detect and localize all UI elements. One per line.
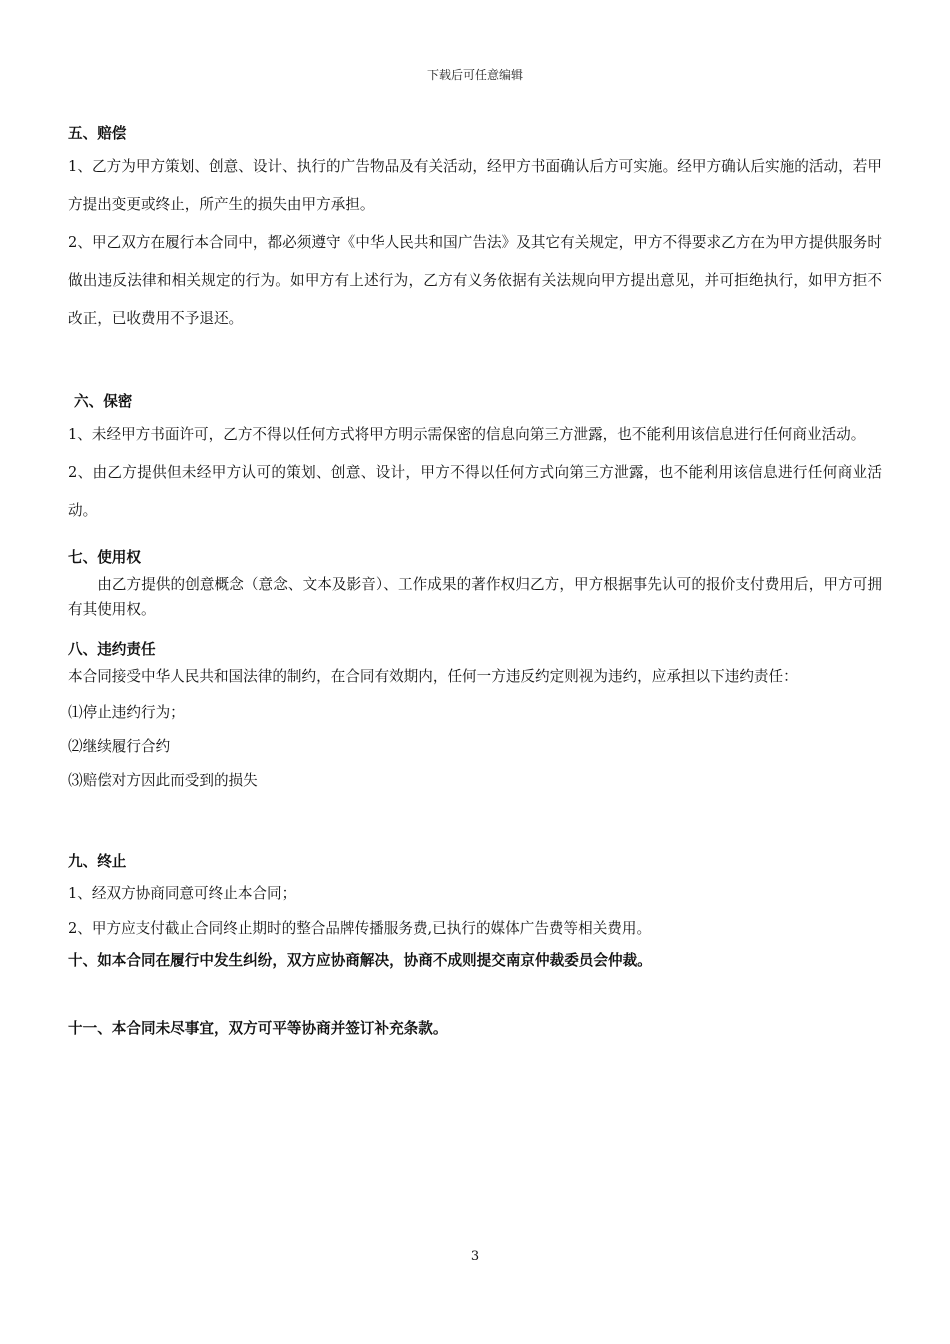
page-header: 下载后可任意编辑 xyxy=(426,68,523,82)
page-number: 3 xyxy=(470,1249,480,1264)
section-9-para-2: 2、甲方应支付截止合同终止期时的整合品牌传播服务费,已执行的媒体广告费等相关费用。 xyxy=(68,920,652,937)
section-6-para-2: 2、由乙方提供但未经甲方认可的策划、创意、设计，甲方不得以任何方式向第三方泄露，也不能利用该信息进行任何商业活动。 xyxy=(68,464,882,519)
section-9-title: 九、终止 xyxy=(68,853,127,870)
section-8-title: 八、违约责任 xyxy=(68,641,156,658)
document-body xyxy=(68,120,882,1044)
section-5-para-1: 1、乙方为甲方策划、创意、设计、执行的广告物品及有关活动，经甲方书面确认后方可实施。经甲方确认后实施的活动，若甲方提出变更或终止，所产生的损失由甲方承担。 xyxy=(68,158,882,213)
section-6-title: 六、保密 xyxy=(74,393,133,410)
section-8-item-3: ⑶赔偿对方因此而受到的损失 xyxy=(68,772,258,789)
section-10-text: 十、如本合同在履行中发生纠纷，双方应协商解决，协商不成则提交南京仲裁委员会仲裁。 xyxy=(68,952,652,969)
section-9-para-1: 1、经双方协商同意可终止本合同； xyxy=(68,885,297,902)
section-7-para-1: 由乙方提供的创意概念（意念、文本及影音）、工作成果的著作权归乙方，甲方根据事先认可的报价支付费用后，甲方可拥有其使用权。 xyxy=(68,576,882,618)
section-7-title: 七、使用权 xyxy=(68,549,141,566)
section-6-para-1: 1、未经甲方书面许可，乙方不得以任何方式将甲方明示需保密的信息向第三方泄露，也不能利用该信息进行任何商业活动。 xyxy=(68,426,866,443)
section-8-para-1: 本合同接受中华人民共和国法律的制约，在合同有效期内，任何一方违反约定则视为违约，应承担以下违约责任： xyxy=(68,668,798,685)
section-5-para-2: 2、甲乙双方在履行本合同中，都必须遵守《中华人民共和国广告法》及其它有关规定，甲方不得要求乙方在为甲方提供服务时做出违反法律和相关规定的行为。如甲方有上述行为，乙方有义务依据有关法规向甲方提出意见，并可拒绝执行，如甲方拒不改正，已收费用不予退还。 xyxy=(68,234,882,327)
section-8-item-1: ⑴停止违约行为； xyxy=(68,704,185,721)
section-11-text: 十一、本合同未尽事宜，双方可平等协商并签订补充条款。 xyxy=(68,1020,448,1037)
section-8-item-2: ⑵继续履行合约 xyxy=(68,738,171,755)
section-5-title: 五、赔偿 xyxy=(68,125,127,142)
